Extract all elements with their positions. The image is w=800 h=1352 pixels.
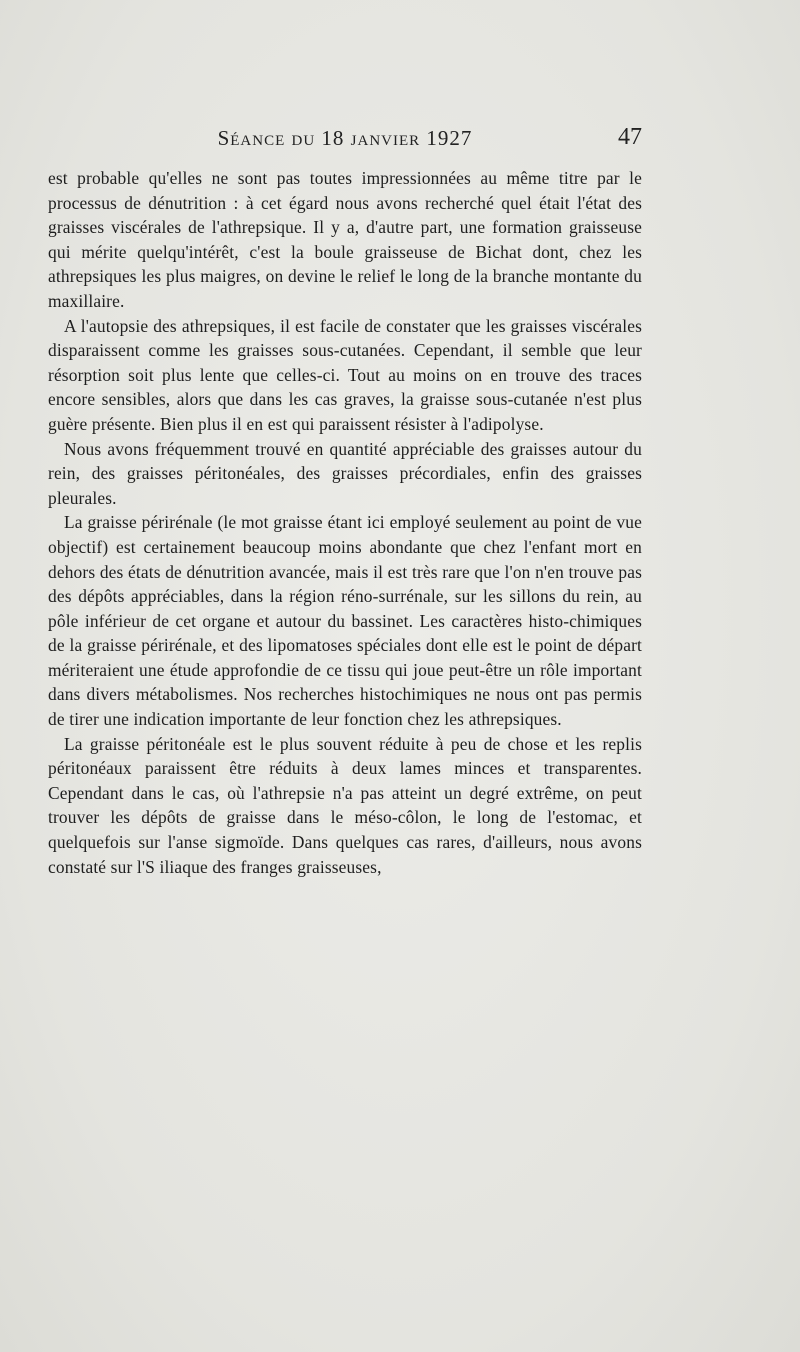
page-number: 47 — [618, 124, 642, 150]
paragraph-1: est probable qu'elles ne sont pas toutes impressionnées au même titre par le processus de dénutrition : à cet égard nous avons recherché quel était l'état des graisses viscérales de l'athrepsique. Il y a, d'autre part, une formation graisseuse qui mérite quelqu'intérêt, c'est la boule graisseuse de Bichat dont, chez les athrepsiques les plus maigres, on devine le relief le long de la branche montante du maxillaire. — [48, 168, 642, 311]
paragraph-5: La graisse péritonéale est le plus souvent réduite à peu de chose et les replis péritonéaux paraissent être réduits à deux lames minces et transparentes. Cependant dans le cas, où l'athrepsie n'a pas atteint un degré extrême, on peut trouver les dépôts de graisse dans le méso-côlon, le long de l'estomac, et quelquefois sur l'anse sigmoïde. Dans quelques cas rares, d'ailleurs, nous avons constaté sur l'S iliaque des franges graisseuses, — [48, 733, 642, 877]
body-text — [48, 166, 642, 879]
paragraph-4: La graisse périrénale (le mot graisse étant ici employé seulement au point de vue objectif) est certainement beaucoup moins abondante que chez l'enfant mort en dehors des états de dénutrition avancée, mais il est très rare que l'on n'en trouve pas des dépôts appréciables, dans la région réno-surrénale, sur les sillons du rein, au pôle inférieur de cet organe et autour du bassinet. Les caractères histo-chimiques de la graisse périrénale, et des lipomatoses spéciales dont elle est le point de départ mériteraient une étude approfondie de ce tissu qui joue peut-être un rôle important dans divers métabolismes. Nos recherches histochimiques ne nous ont pas permis de tirer une indication importante de leur fonction chez les athrepsiques. — [48, 512, 642, 730]
running-title: Séance du 18 janvier 1927 — [217, 126, 473, 150]
paragraph-2: A l'autopsie des athrepsiques, il est facile de constater que les graisses viscérales disparaissent comme les graisses sous-cutanées. Cependant, il semble que leur résorption soit plus lente que celles-ci. Tout au moins on en trouve des traces encore sensibles, alors que dans les cas graves, la graisse sous-cutanée n'est plus guère présente. Bien plus il en est qui paraissent résister à l'adipolyse. — [48, 315, 642, 434]
running-head — [48, 126, 642, 156]
paragraph-3: Nous avons fréquemment trouvé en quantité appréciable des graisses autour du rein, des graisses péritonéales, des graisses précordiales, enfin des graisses pleurales. — [48, 438, 642, 508]
